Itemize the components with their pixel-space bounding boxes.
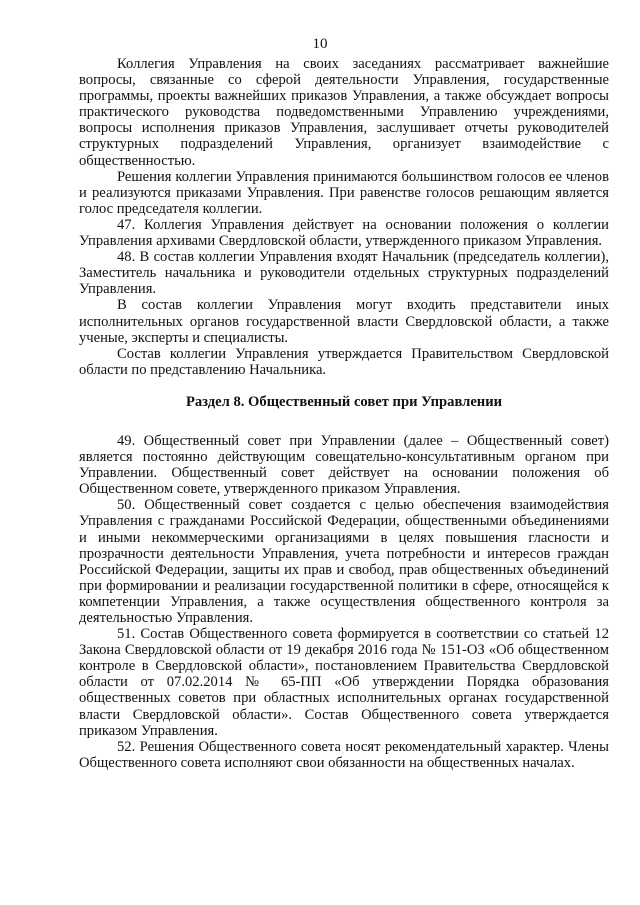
paragraph-collegium-meetings: Коллегия Управления на своих заседаниях рассматривает важнейшие вопросы, связанные со сферой деятельности Управления, государственные программы, проекты важнейших приказов Управления, а также обсуждает вопросы практического руководства подведомственными Управлению учреждениями, вопросы исполнения приказов Управления, заслушивает отчеты руководителей структурных подразделений Управления, организует взаимодействие с общественностью. (79, 56, 609, 169)
paragraph-collegium-approval: Состав коллегии Управления утверждается Правительством Свердловской области по представлению Начальника. (79, 345, 609, 378)
page-number: 10 (312, 36, 328, 52)
paragraph-49: 49. Общественный совет при Управлении (далее – Общественный совет) является постоянно действующим совещательно-консультативным органом при Управлении. Общественный совет действует на основании положения об Общественном совете, утвержденного приказом Управления. (79, 432, 609, 498)
paragraph-50: 50. Общественный совет создается с целью обеспечения взаимодействия Управления с гражданами Российской Федерации, общественными объединениями и иными некоммерческими организациями в целях повышения гласности и прозрачности деятельности Управления, учета потребности и интересов граждан Российской Федерации, защиты их прав и свобод, прав общественных объединений при формировании и реализации государственной политики в сфере, относящейся к компетенции Управления, а также осуществления общественного контроля за деятельностью Управления. (79, 497, 609, 626)
paragraph-52: 52. Решения Общественного совета носят рекомендательный характер. Члены Общественного совета исполняют свои обязанности на общественных началах. (79, 738, 609, 771)
section-heading: Раздел 8. Общественный совет при Управлении (185, 393, 503, 410)
paragraph-collegium-members: В состав коллегии Управления могут входить представители иных исполнительных органов государственной власти Свердловской области, а также ученые, эксперты и специалисты. (79, 297, 609, 346)
paragraph-48: 48. В состав коллегии Управления входят Начальник (председатель коллегии), Заместитель начальника и руководители отдельных структурных подразделений Управления. (79, 249, 609, 298)
paragraph-47: 47. Коллегия Управления действует на основании положения о коллегии Управления архивами Свердловской области, утвержденного приказом Управления. (79, 216, 609, 250)
paragraph-51: 51. Состав Общественного совета формируется в соответствии со статьей 12 Закона Свердловской области от 19 декабря 2016 года № 151-ОЗ «Об общественном контроле в Свердловской области», постановлением Правительства Свердловской области от 07.02.2014 № 65-ПП «Об утверждении Порядка образования общественных советов при областных исполнительных органах государственной власти Свердловской области». Состав Общественного совета утверждается приказом Управления. (79, 626, 609, 739)
paragraph-collegium-decisions: Решения коллегии Управления принимаются большинством голосов ее членов и реализуются приказами Управления. При равенстве голосов решающим является голос председателя коллегии. (79, 168, 609, 217)
document-body (79, 56, 609, 771)
